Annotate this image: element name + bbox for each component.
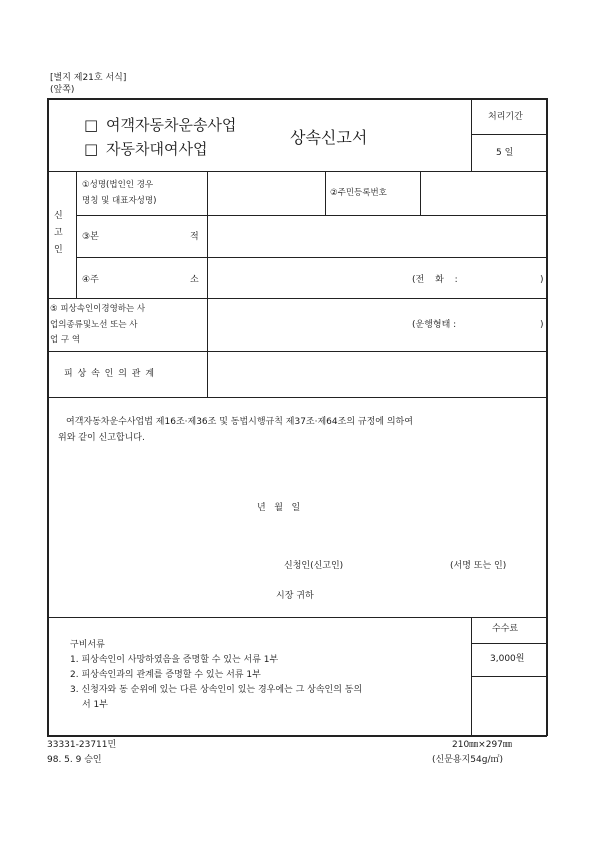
statement-line1: 여객자동차운수사업법 제16조·제36조 및 동법시행규칙 제37조·제64조의 규정에 의하여 (66, 417, 413, 427)
resident-id-field[interactable] (422, 173, 544, 213)
documents-title: 구비서류 (70, 640, 105, 650)
checkbox-passenger-transport[interactable]: □ (84, 116, 99, 134)
address-label-tail: 소 (190, 275, 199, 285)
phone-label: (전 화 : (412, 275, 458, 285)
option-passenger-transport-label: 여객자동차운송사업 (106, 116, 237, 134)
approval-date: 98. 5. 9 승인 (47, 755, 102, 765)
addressee: 시장 귀하 (276, 591, 314, 601)
fee-label: 수수료 (492, 624, 519, 634)
applicant-label: 신청인(신고인) (284, 561, 344, 571)
reporter-section-char-1: 신 (54, 211, 63, 221)
name-label-line2: 명칭 및 대표자성명) (82, 196, 157, 206)
name-field[interactable] (209, 173, 323, 213)
document-item-2: 2. 피상속인과의 관계를 증명할 수 있는 서류 1부 (70, 670, 261, 680)
checkbox-car-rental[interactable]: □ (84, 140, 99, 158)
document-item-3-cont: 서 1부 (82, 700, 108, 710)
business-type-field[interactable] (209, 300, 409, 349)
origin-label-tail: 적 (190, 232, 199, 242)
relation-label: 피 상 속 인 의 관 계 (64, 369, 155, 379)
name-label-line1: ①성명(법인인 경우 (82, 180, 154, 190)
business-label-line1: ⑤ 피상속인이경영하는 사 (50, 304, 146, 314)
paper-size: 210㎜×297㎜ (452, 740, 512, 750)
document-item-3: 3. 신청자와 동 순위에 있는 다른 상속인이 있는 경우에는 그 상속인의 동의 (70, 685, 363, 695)
business-label-line3: 업 구 역 (50, 335, 81, 345)
phone-close: ) (540, 275, 544, 285)
fee-value: 3,000원 (490, 654, 525, 664)
business-label-line2: 업의종류및노선 또는 사 (50, 320, 138, 330)
paper-type: (신문용지54g/㎡) (432, 755, 503, 765)
option-car-rental-label: 자동차대여사업 (106, 140, 208, 158)
origin-field[interactable] (209, 217, 545, 255)
statement-line2: 위와 같이 신고합니다. (58, 433, 145, 443)
document-item-1: 1. 피상속인이 사망하였음을 증명할 수 있는 서류 1부 (70, 655, 279, 665)
form-code: 33331-23711민 (47, 740, 117, 750)
form-number: [별지 제21호 서식] (50, 73, 127, 83)
signature-label: (서명 또는 인) (450, 561, 507, 571)
processing-period-value: 5 일 (496, 148, 514, 158)
reporter-section-char-3: 인 (54, 245, 63, 255)
form-title: 상속신고서 (290, 128, 368, 147)
operation-type-label: (운행형태 : (412, 320, 457, 330)
processing-period-label: 처리기간 (488, 112, 523, 122)
address-label: ④주 (82, 275, 99, 285)
form-side-label: (앞쪽) (50, 85, 75, 95)
origin-label: ③본 (82, 232, 99, 242)
reporter-section-char-2: 고 (54, 228, 63, 238)
relation-field[interactable] (209, 353, 545, 395)
operation-type-close: ) (540, 320, 544, 330)
address-field[interactable] (209, 259, 409, 296)
resident-id-label: ②주민등록번호 (330, 188, 387, 198)
date-line: 년 월 일 (257, 503, 301, 513)
